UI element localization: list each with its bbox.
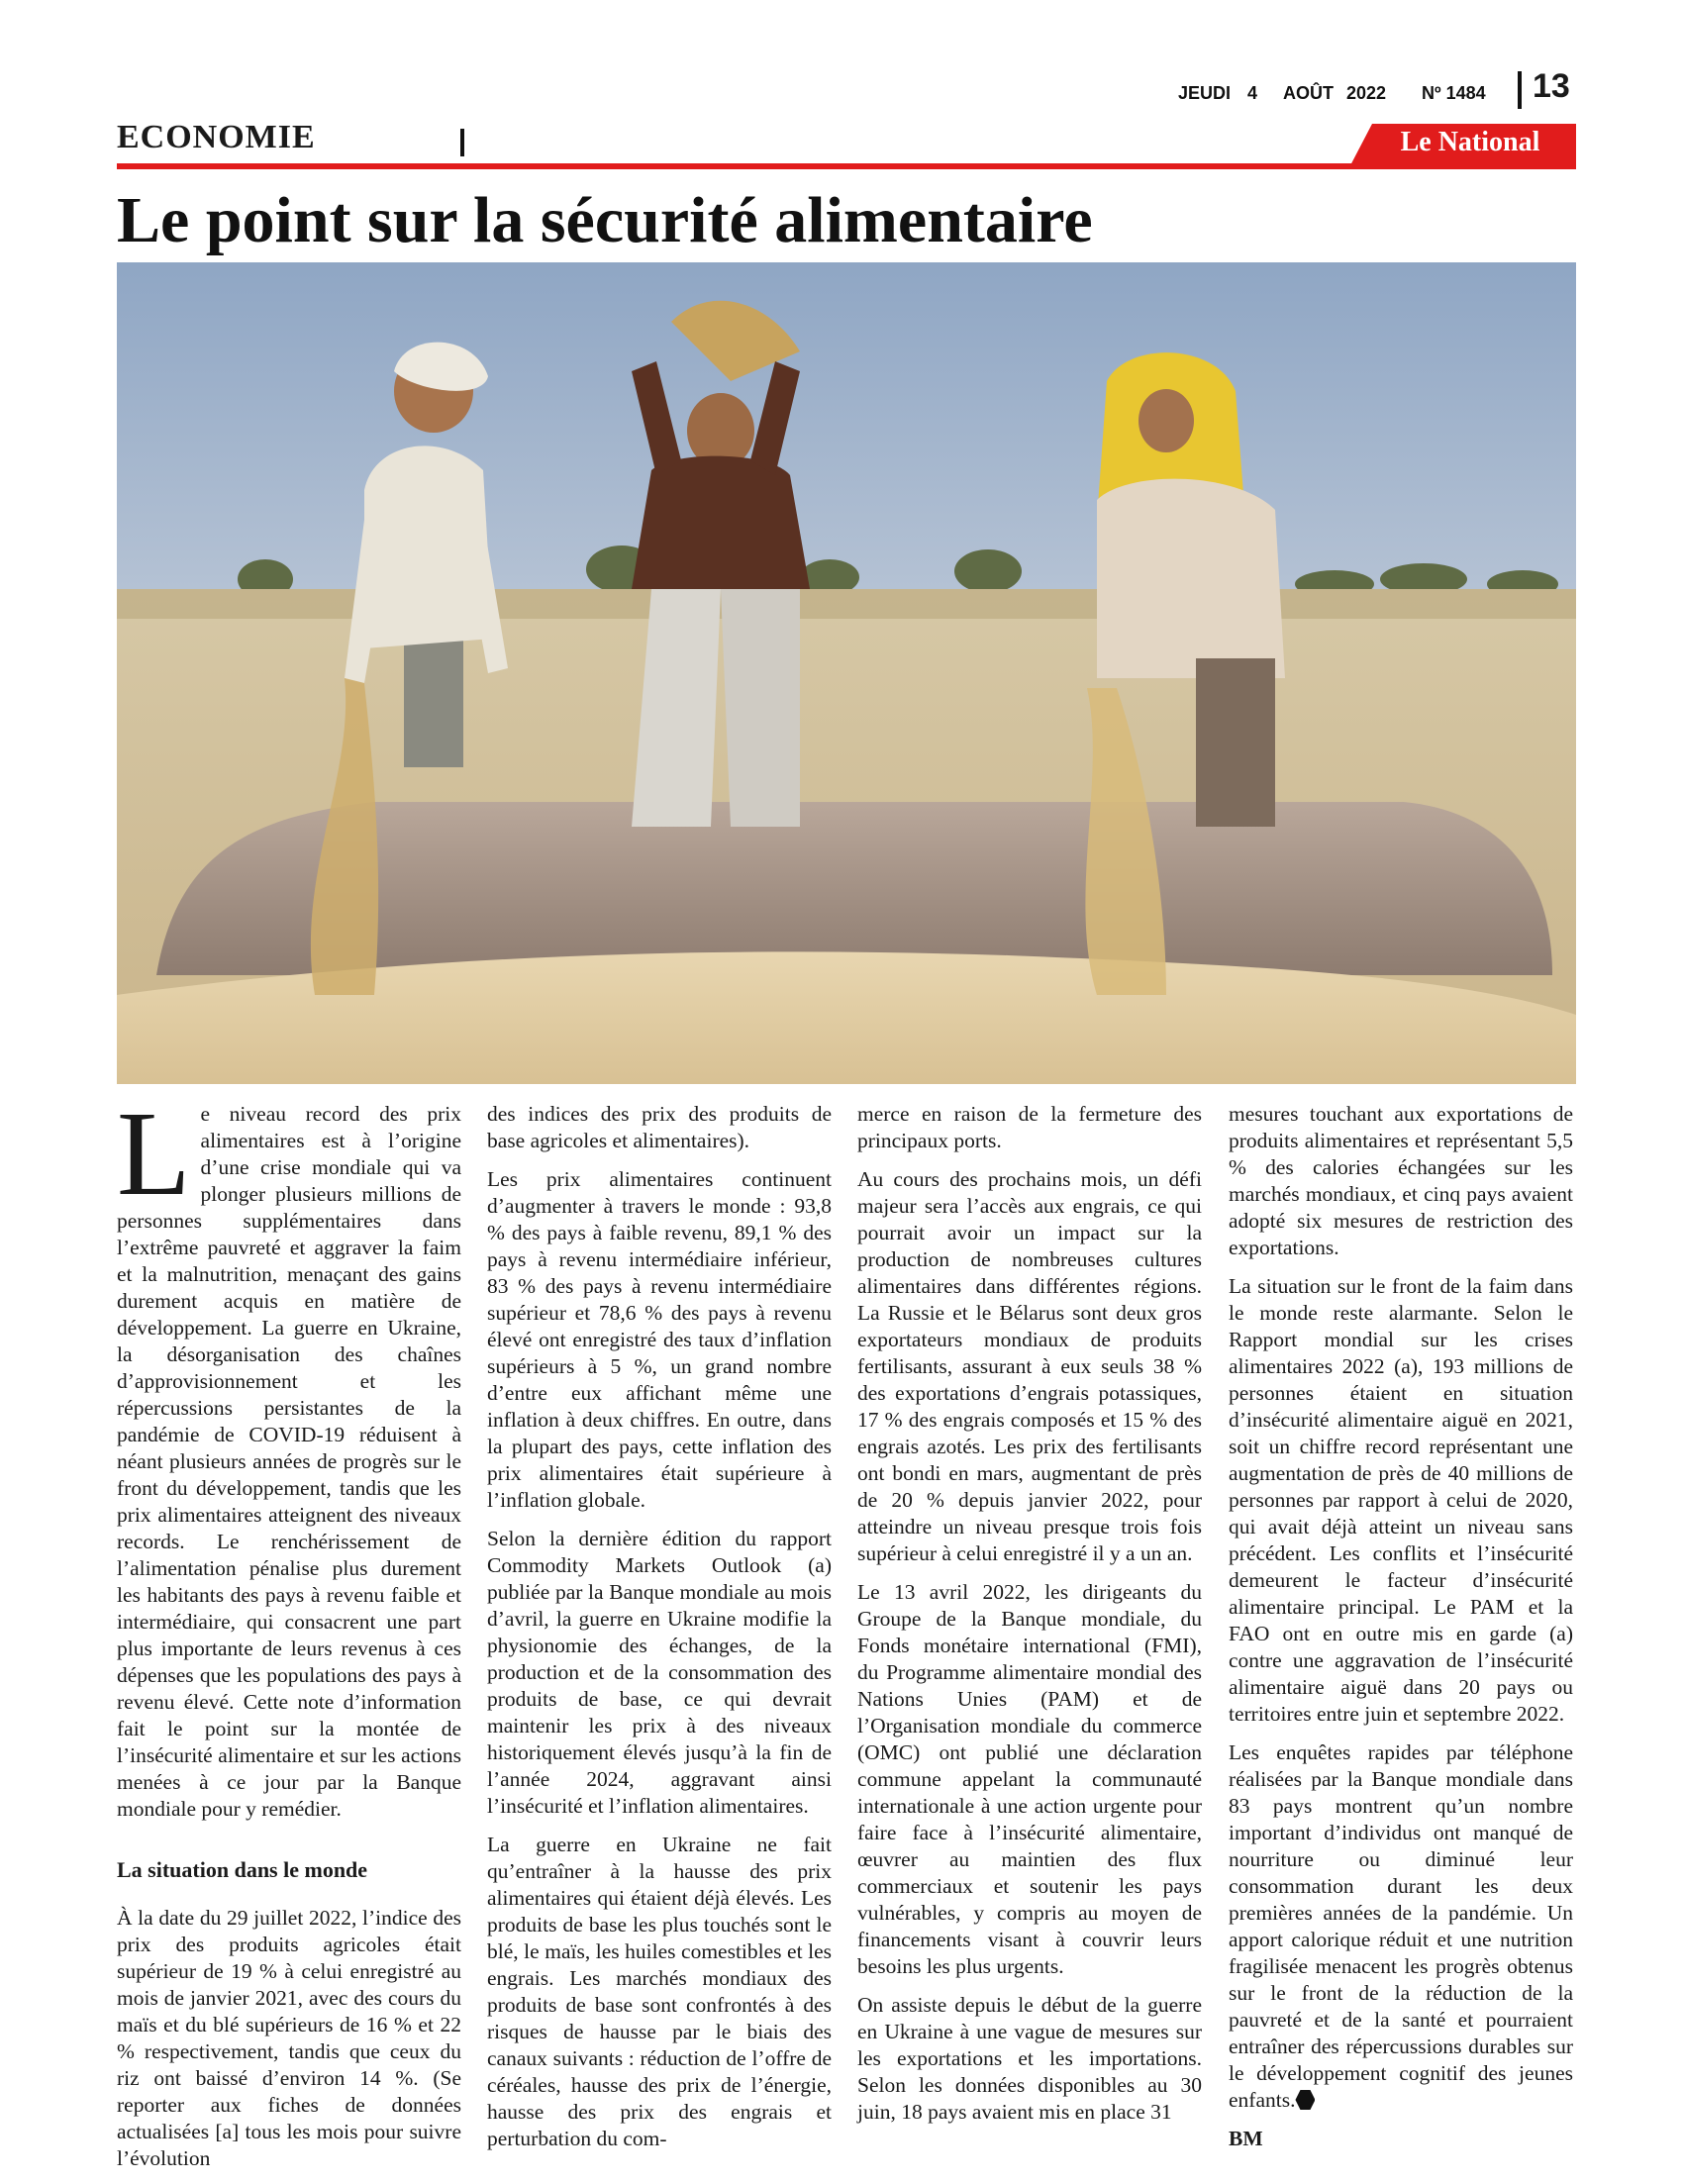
author-signature: BM [1229,2127,1263,2150]
article-title: Le point sur la sécurité alimentaire [117,184,1093,256]
article-column-3 [857,1101,1202,2137]
paragraph: mesures touchant aux exportations de produits alimentaires et représentant 5,5 % des calories échangées sur les marchés mondiaux, et cinq pays avaient adopté six mesures de restriction des exportations. [1229,1102,1573,1259]
paragraph: La situation sur le front de la faim dans le monde reste alarmante. Selon le Rapport mondial sur les crises alimentaires 2022 (a), 193 millions de personnes étaient en situation d’insécurité alimentaire aiguë en 2021, soit un chiffre record représentant une augmentation de près de 40 millions de personnes par rapport à celui de 2020, qui avait déjà atteint un niveau sans précédent. Les conflits et l’insécurité demeurent le facteur d’insécurité alimentaire principal. Le PAM et la FAO ont en outre mis en garde (a) contre une aggravation de l’insécurité alimentaire aiguë dans 20 pays ou territoires entre juin et septembre 2022. [1229,1274,1573,1726]
article-column-2 [487,1101,832,2164]
closing-text: Les enquêtes rapides par téléphone réalisées par la Banque mondiale dans 83 pays montrent qu’un nombre important d’individus ont manqué de nourriture ou diminué leur consommation durant les deux premières années de la pandémie. Un apport calorique réduit et une nutrition fragilisée menacent les progrès obtenus sur le front de la réduction de la pauvreté et de la santé et pourraient entraîner des répercussions durables sur le développement cognitif des jeunes enfants. [1229,1740,1573,2112]
paragraph: Les prix alimentaires continuent d’augmenter à travers le monde : 93,8 % des pays à faible revenu, 89,1 % des pays à revenu intermédiaire inférieur, 83 % des pays à revenu intermédiaire supérieur et 78,6 % des pays à revenu élevé ont enregistré des taux d’inflation supérieurs à 5 %, un grand nombre d’entre eux affichant même une inflation à deux chiffres. En outre, dans la plupart des pays, cette inflation des prix alimentaires était supérieure à l’inflation globale. [487,1167,832,1512]
intro-paragraph [117,1087,461,1823]
harvest-illustration [117,262,1576,1084]
section-subhead: La situation dans le monde [117,1857,368,1882]
issue-year: 2022 [1346,83,1387,103]
page-number: 13 [1533,67,1570,105]
section-label: ECONOMIE [117,119,316,155]
end-mark-icon [1295,2090,1315,2110]
article-column-1 [117,1087,461,2184]
closing-paragraph [1229,1739,1573,2114]
intro-text: e niveau record des prix alimentaires est à l’origine d’une crise mondiale qui va plonger plusieurs millions de personnes supplémentaires dans l’extrême pauvreté et aggraver la faim et la malnutrition, menaçant des gains durement acquis en matière de développement. La guerre en Ukraine, la désorganisation des chaînes d’approvisionnement et les répercussions persistantes de la pandémie de COVID-19 réduisent à néant plusieurs années de progrès sur le front du développement, tandis que les prix alimentaires atteignent des niveaux records. Le renchérissement de l’alimentation pénalise plus durement les habitants des pays à revenu faible et intermédiaire, qui consacrent une part plus importante de leurs revenus à ces dépenses que les populations des pays à revenu élevé. Cette note d’information fait le point sur la montée de l’insécurité alimentaire et sur les actions menées à ce jour par la Banque mondiale pour y remédier. [117,1102,461,1821]
issue-date-number: 4 [1247,83,1258,103]
paragraph: merce en raison de la fermeture des principaux ports. [857,1102,1202,1152]
article-photo [117,262,1576,1084]
page-number-divider [1518,71,1522,109]
issue-info [1158,77,1574,107]
paragraph: Au cours des prochains mois, un défi majeur sera l’accès aux engrais, ce qui pourrait avoir un impact sur la production de nombreuses cultures alimentaires dans différentes régions. La Russie et le Bélarus sont deux gros exportateurs mondiaux de produits fertilisants, assurant à eux seuls 38 % des exportations d’engrais potassiques, 17 % des engrais composés et 15 % des engrais azotés. Les prix des fertilisants ont bondi en mars, augmentant de près de 20 % depuis janvier 2022, pour atteindre un niveau presque trois fois supérieur à celui enregistré il y a un an. [857,1167,1202,1565]
section-divider [460,129,464,156]
paragraph: Selon la dernière édition du rapport Commodity Markets Outlook (a) publiée par la Banque mondiale au mois d’avril, la guerre en Ukraine modifie la physionomie des échanges, de la production et de la consommation des produits de base, ce qui devrait maintenir les prix à des niveaux historiquement élevés jusqu’à la fin de l’année 2024, aggravant ainsi l’insécurité et l’inflation alimentaires. [487,1527,832,1818]
issue-month: AOÛT [1283,83,1334,103]
drop-cap: L [117,1087,191,1221]
issue-number: Nº 1484 [1422,83,1486,103]
issue-day: JEUDI [1178,83,1232,103]
paragraph: Le 13 avril 2022, les dirigeants du Groupe de la Banque mondiale, du Fonds monétaire international (FMI), du Programme alimentaire mondial des Nations Unies (PAM) et de l’Organisation mondiale du commerce (OMC) ont publié une déclaration commune appelant la communauté internationale à une action urgente pour faire face à l’insécurité alimentaire, œuvrer au maintien des flux commerciaux et soutenir les pays vulnérables, y compris au moyen de financements visant à couvrir leurs besoins les plus urgents. [857,1580,1202,1978]
article-column-4 [1229,1101,1573,2164]
paragraph: des indices des prix des produits de base agricoles et alimentaires). [487,1102,832,1152]
paragraph: À la date du 29 juillet 2022, l’indice des prix des produits agricoles était supérieur de 19 % à celui enregistré au mois de janvier 2021, avec des cours du maïs et du blé supérieurs de 16 % et 22 % respectivement, tandis que ceux du riz ont baissé d’environ 14 %. (Se reporter aux fiches de données actualisées [a] tous les mois pour suivre l’évolution [117,1906,461,2170]
paragraph: On assiste depuis le début de la guerre en Ukraine à une vague de mesures sur les exportations et les importations. Selon les données disponibles au 30 juin, 18 pays avaient mis en place 31 [857,1993,1202,2124]
paragraph: La guerre en Ukraine ne fait qu’entraîner à la hausse des prix alimentaires qui étaient déjà élevés. Les produits de base les plus touchés sont le blé, le maïs, les huiles comestibles et les engrais. Les marchés mondiaux des produits de base sont confrontés à des risques de hausse par le biais des canaux suivants : réduction de l’offre de céréales, hausse des prix de l’énergie, hausse des prix des engrais et perturbation du com- [487,1833,832,2150]
brand-name: Le National [1400,127,1540,157]
